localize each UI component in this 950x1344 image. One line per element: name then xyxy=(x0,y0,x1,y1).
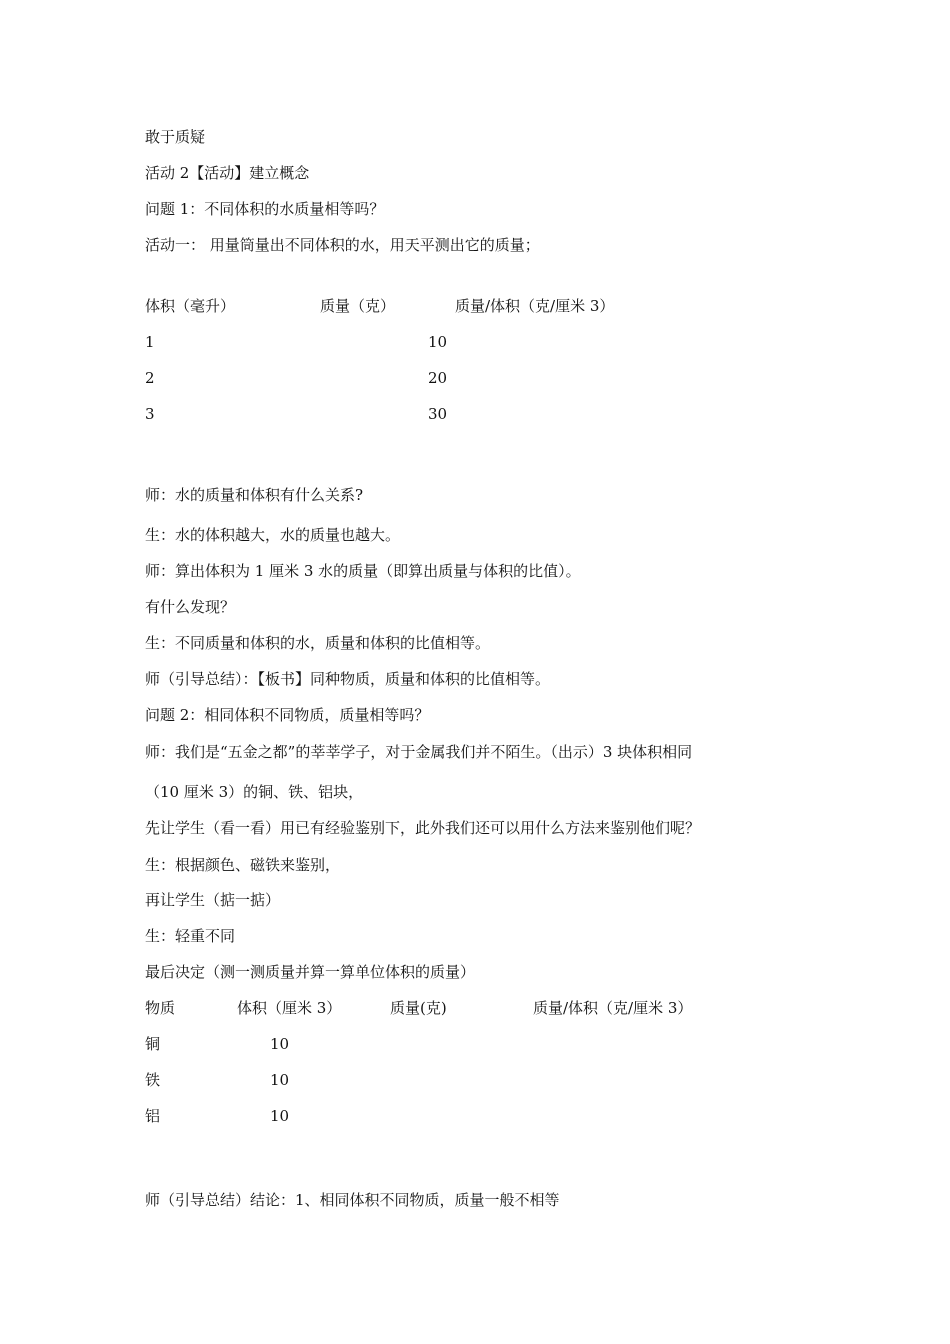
dialogue-line: 生：不同质量和体积的水，质量和体积的比值相等。 xyxy=(145,634,491,652)
dialogue-line: 有什么发现？ xyxy=(145,598,236,616)
table2-cell: 铜 xyxy=(145,1035,161,1053)
dialogue-line: 生：水的体积越大，水的质量也越大。 xyxy=(145,526,401,544)
dialogue-line: 先让学生（看一看）用已有经验鉴别下，此外我们还可以用什么方法来鉴别他们呢？ xyxy=(145,819,701,837)
table1-cell: 20 xyxy=(428,369,448,387)
question-1: 问题 1：不同体积的水质量相等吗？ xyxy=(145,200,385,218)
table1-cell: 3 xyxy=(145,405,155,423)
table2-header-substance: 物质 xyxy=(145,999,176,1017)
table2-header-mass: 质量(克) xyxy=(390,999,447,1017)
question-2: 问题 2：相同体积不同物质，质量相等吗？ xyxy=(145,706,430,724)
table2-header-volume: 体积（厘米 3） xyxy=(237,999,342,1017)
heading-question-bravely: 敢于质疑 xyxy=(145,128,206,146)
table1-cell: 2 xyxy=(145,369,155,387)
table1-cell: 10 xyxy=(428,333,448,351)
table1-header-mass: 质量（克） xyxy=(320,297,396,315)
dialogue-line: 师：水的质量和体积有什么关系? xyxy=(145,486,364,504)
table2-cell: 10 xyxy=(270,1071,290,1089)
table1-cell: 1 xyxy=(145,333,155,351)
table1-header-ratio: 质量/体积（克/厘米 3） xyxy=(455,297,615,315)
dialogue-line: （10 厘米 3）的铜、铁、铝块， xyxy=(145,783,364,801)
dialogue-line: 师：我们是“五金之都”的莘莘学子，对于金属我们并不陌生。（出示）3 块体积相同 xyxy=(145,743,693,761)
table1-cell: 30 xyxy=(428,405,448,423)
dialogue-line: 再让学生（掂一掂） xyxy=(145,891,281,909)
table2-cell: 10 xyxy=(270,1035,290,1053)
dialogue-line: 师：算出体积为 1 厘米 3 水的质量（即算出质量与体积的比值）。 xyxy=(145,562,581,580)
table2-cell: 铝 xyxy=(145,1107,161,1125)
table1-header-volume: 体积（毫升） xyxy=(145,297,236,315)
table2-cell: 铁 xyxy=(145,1071,161,1089)
conclusion: 师（引导总结）结论：1、相同体积不同物质，质量一般不相等 xyxy=(145,1191,560,1209)
table2-cell: 10 xyxy=(270,1107,290,1125)
dialogue-line: 生：轻重不同 xyxy=(145,927,236,945)
dialogue-line: 生：根据颜色、磁铁来鉴别， xyxy=(145,856,341,874)
activity-title: 活动 2【活动】建立概念 xyxy=(145,164,310,182)
table2-header-ratio: 质量/体积（克/厘米 3） xyxy=(533,999,693,1017)
activity-one: 活动一： 用量筒量出不同体积的水，用天平测出它的质量； xyxy=(145,236,540,254)
dialogue-line: 师（引导总结）：【板书】同种物质，质量和体积的比值相等。 xyxy=(145,670,551,688)
dialogue-line: 最后决定（测一测质量并算一算单位体积的质量） xyxy=(145,963,476,981)
